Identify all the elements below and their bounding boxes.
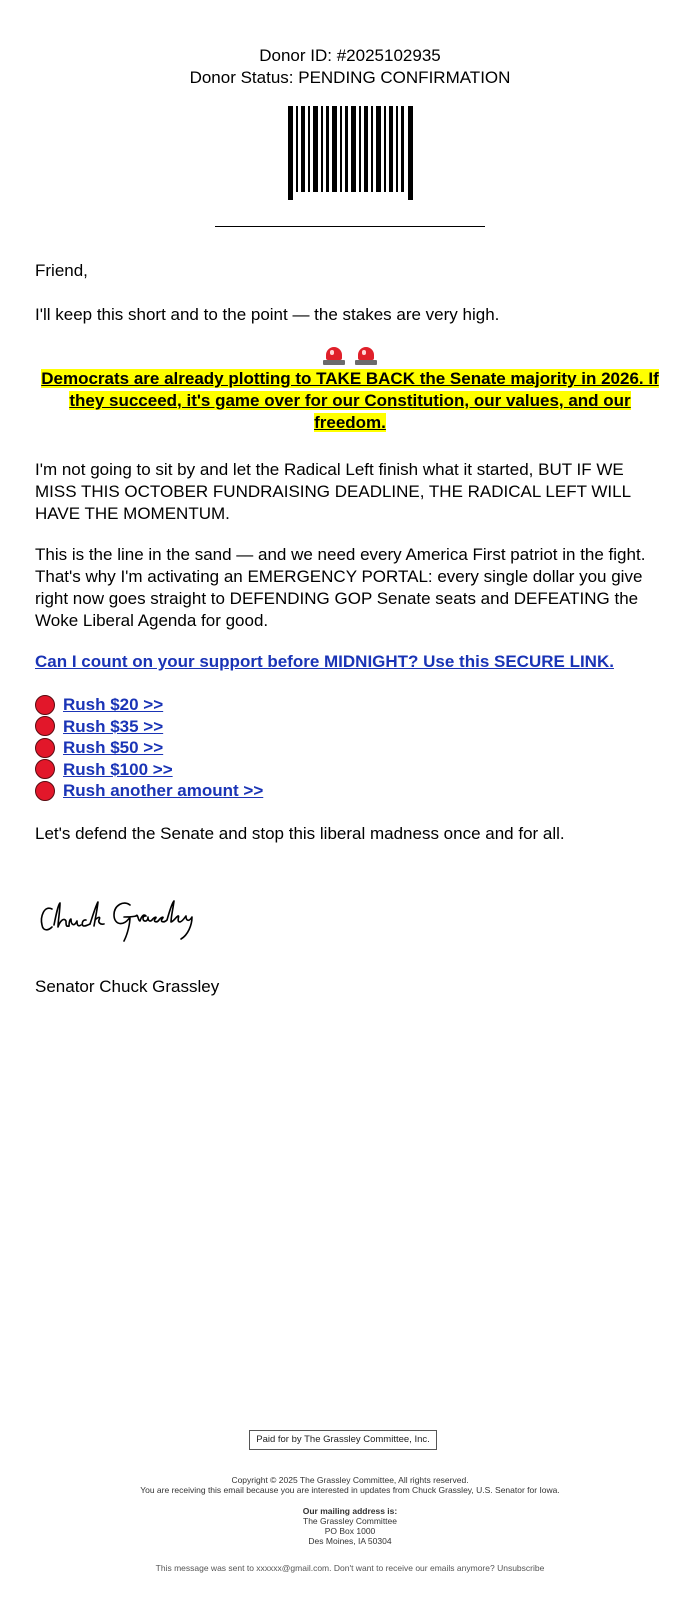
red-circle-icon (35, 738, 55, 758)
list-item (35, 780, 665, 802)
red-circle-icon (35, 716, 55, 736)
siren-icon (322, 345, 346, 366)
paragraph-deadline: I'm not going to sit by and let the Radical Left finish what it started, BUT IF WE MISS THIS OCTOBER FUNDRAISING DEADLINE, THE RADICAL LEFT WILL HAVE THE MOMENTUM. (35, 460, 631, 523)
footer-sent-notice (0, 1563, 700, 1573)
donation-link-list (35, 694, 665, 802)
list-item (35, 716, 665, 738)
paragraph-emergency-portal: This is the line in the sand — and we need every America First patriot in the fight. That's why I'm activating an EMERGENCY PORTAL: every single dollar you give right now goes straight to DEFENDING GOP Senate seats and DEFEATING the Woke Liberal Agenda for good. (35, 545, 646, 630)
footer-receiving-reason: You are receiving this email because you are interested in updates from Chuck Grassley, U.S. Senator for Iowa. (140, 1485, 560, 1495)
secure-link-cta[interactable]: Can I count on your support before MIDNIGHT? Use this SECURE LINK. (35, 652, 614, 671)
mailing-address-label: Our mailing address is: (302, 1506, 398, 1516)
red-circle-icon (35, 781, 55, 801)
rush-50-link[interactable]: Rush $50 >> (63, 738, 164, 757)
list-item (35, 759, 665, 781)
mailing-address-line: Des Moines, IA 50304 (308, 1536, 392, 1546)
footer-copyright: Copyright © 2025 The Grassley Committee, All rights reserved. (231, 1475, 469, 1485)
rush-other-amount-link[interactable]: Rush another amount >> (63, 781, 264, 800)
red-circle-icon (35, 695, 55, 715)
red-circle-icon (35, 759, 55, 779)
sent-to-text: This message was sent to xxxxxx@gmail.com. Don't want to receive our emails anymore? (155, 1563, 495, 1573)
list-item (35, 737, 665, 759)
mailing-address-line: The Grassley Committee (303, 1516, 397, 1526)
list-item (35, 694, 665, 716)
greeting: Friend, (35, 261, 88, 280)
signer-name: Senator Chuck Grassley (35, 977, 220, 996)
highlighted-headline (35, 368, 665, 434)
rush-100-link[interactable]: Rush $100 >> (63, 759, 173, 779)
donor-id: Donor ID: #2025102935 (259, 46, 441, 65)
header-divider (215, 226, 485, 227)
rush-35-link[interactable]: Rush $35 >> (63, 716, 164, 736)
closing-paragraph: Let's defend the Senate and stop this liberal madness once and for all. (35, 824, 565, 843)
donor-status: Donor Status: PENDING CONFIRMATION (189, 68, 511, 87)
barcode-image (288, 106, 414, 200)
intro-paragraph: I'll keep this short and to the point — the stakes are very high. (35, 305, 500, 324)
siren-emojis (0, 345, 700, 367)
signature-image (38, 895, 218, 945)
mailing-address-line: PO Box 1000 (324, 1526, 376, 1536)
paid-for-disclaimer: Paid for by The Grassley Committee, Inc. (249, 1430, 437, 1450)
rush-20-link[interactable]: Rush $20 >> (63, 695, 164, 714)
unsubscribe-link[interactable]: Unsubscribe (497, 1563, 545, 1573)
headline-text: Democrats are already plotting to TAKE BACK the Senate majority in 2026. If they succeed, it's game over for our Constitution, our values, and our freedom. (41, 369, 659, 432)
siren-icon (354, 345, 378, 366)
